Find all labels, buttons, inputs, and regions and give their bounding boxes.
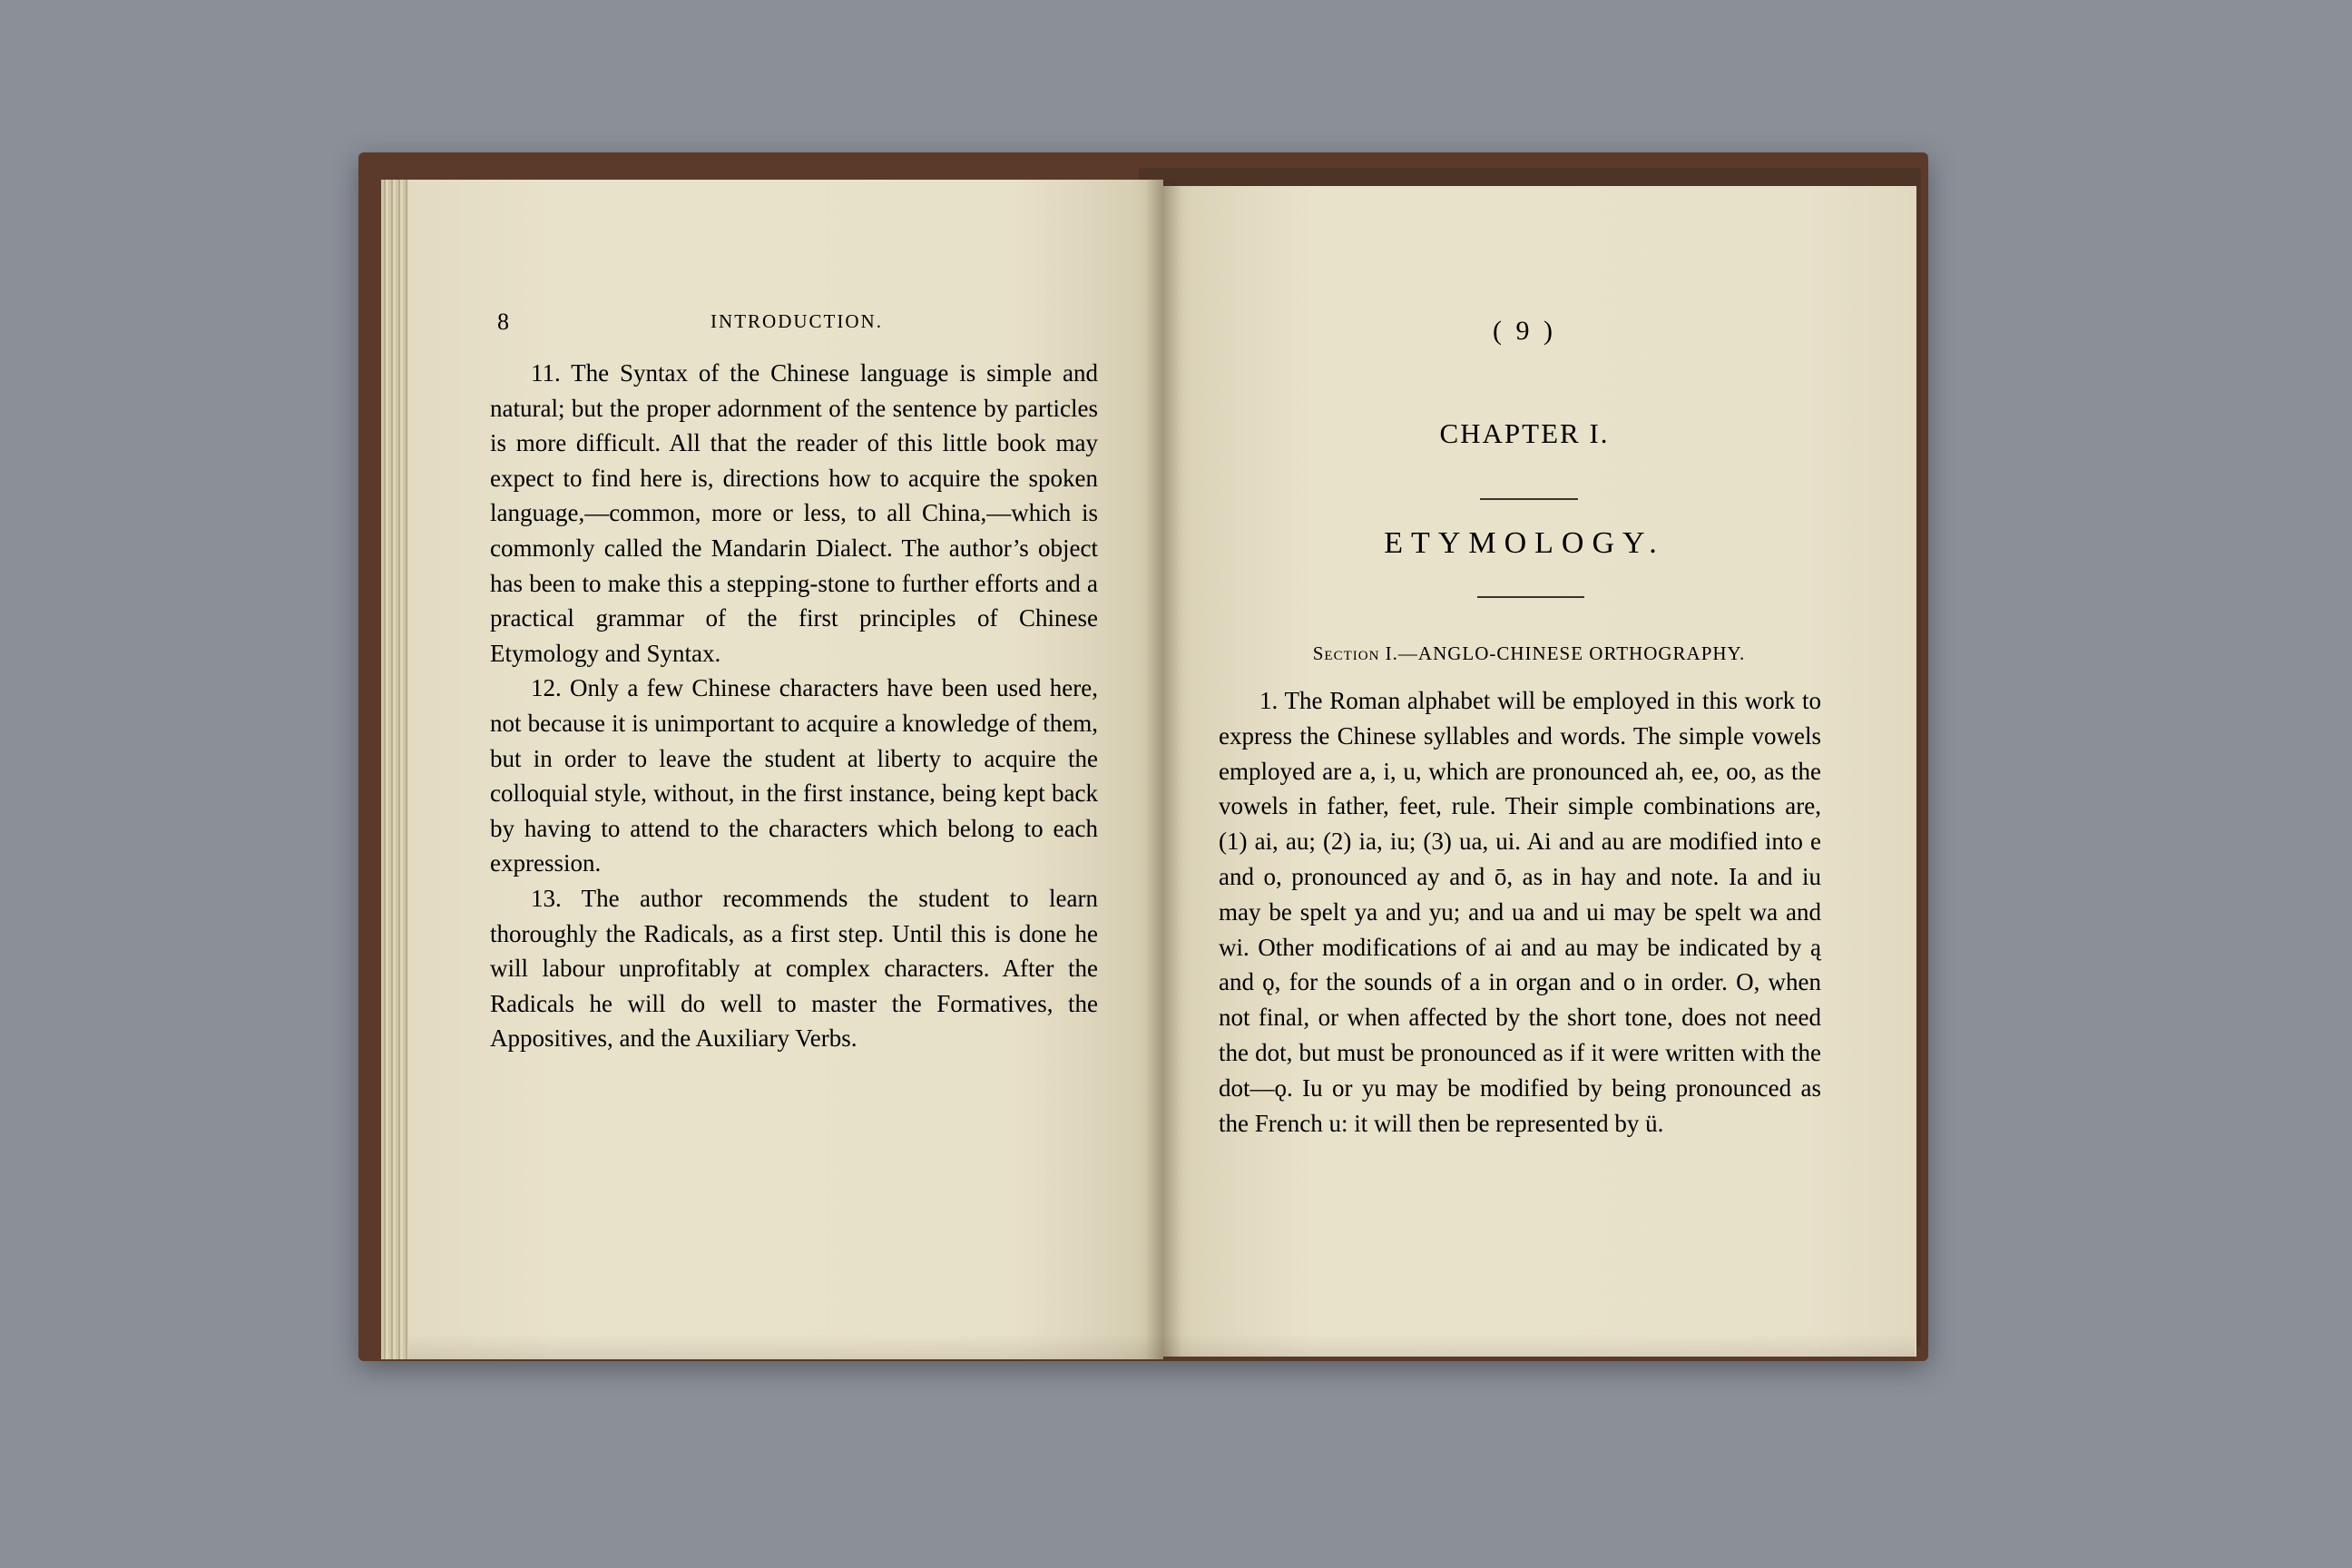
left-page-number: 8 [497,309,509,335]
running-head-title: INTRODUCTION. [710,310,883,332]
chapter-heading: CHAPTER I. [1439,417,1610,449]
left-page-body [490,356,1098,1056]
paragraph-12: 12. Only a few Chinese characters have been used here, not because it is unimportant to acquire a knowledge of them, but in order to leave the student at liberty to acquire the colloquial style, without, in the first instance, being kept back by having to attend to the characters which belong to each expression. [490,674,1098,877]
section-title: I.—ANGLO-CHINESE ORTHOGRAPHY. [1385,642,1746,664]
divider-rule [1477,596,1584,598]
section-heading [1252,642,1806,665]
section-label: Section [1312,642,1380,664]
divider-rule [1480,498,1578,500]
chapter-title: ETYMOLOGY. [1384,526,1665,560]
right-page-number: ( 9 ) [1493,316,1556,346]
paragraph-1: 1. The Roman alphabet will be employed in this work to express the Chinese syllables and words. The simple vowels employed are a, i, u, which are pronounced ah, ee, oo, as the vowels in father, feet, rule. Their simple combinations are, (1) ai, au; (2) ia, iu; (3) ua, ui. Ai and au are modified into e and o, pronounced ay and ō, as in hay and note. Ia and iu may be spelt ya and yu; and ua and ui may be spelt wa and wi. Other modifications of ai and au may be indicated by ą and ǫ, for the sounds of a in organ and o in order. O, when not final, or when affected by the short tone, does not need the dot, but must be pronounced as if it were written with the dot—ǫ. Iu or yu may be modified by being pronounced as the French u: it will then be represented by ü. [1219,687,1821,1137]
right-page-body [1219,683,1821,1141]
book-gutter [1145,180,1181,1359]
page-bottom-shadow [408,1334,1915,1361]
paragraph-11: 11. The Syntax of the Chinese language is simple and natural; but the proper adornment of the sentence by particles is more difficult. All that the reader of this little book may expect to find here is, directions how to acquire the spoken language,—common, more or less, to all China,—which is commonly called the Mandarin Dialect. The author’s object has been to make this a stepping-stone to further efforts and a practical grammar of the first principles of Chinese Etymology and Syntax. [490,359,1098,667]
left-running-head [497,309,1096,341]
paragraph-13: 13. The author recommends the student to learn thoroughly the Radicals, as a first step. Until this is done he will labour unprofitably at complex characters. After the Radicals he will do well to master the Formatives, the Appositives, and the Auxiliary Verbs. [490,884,1098,1053]
